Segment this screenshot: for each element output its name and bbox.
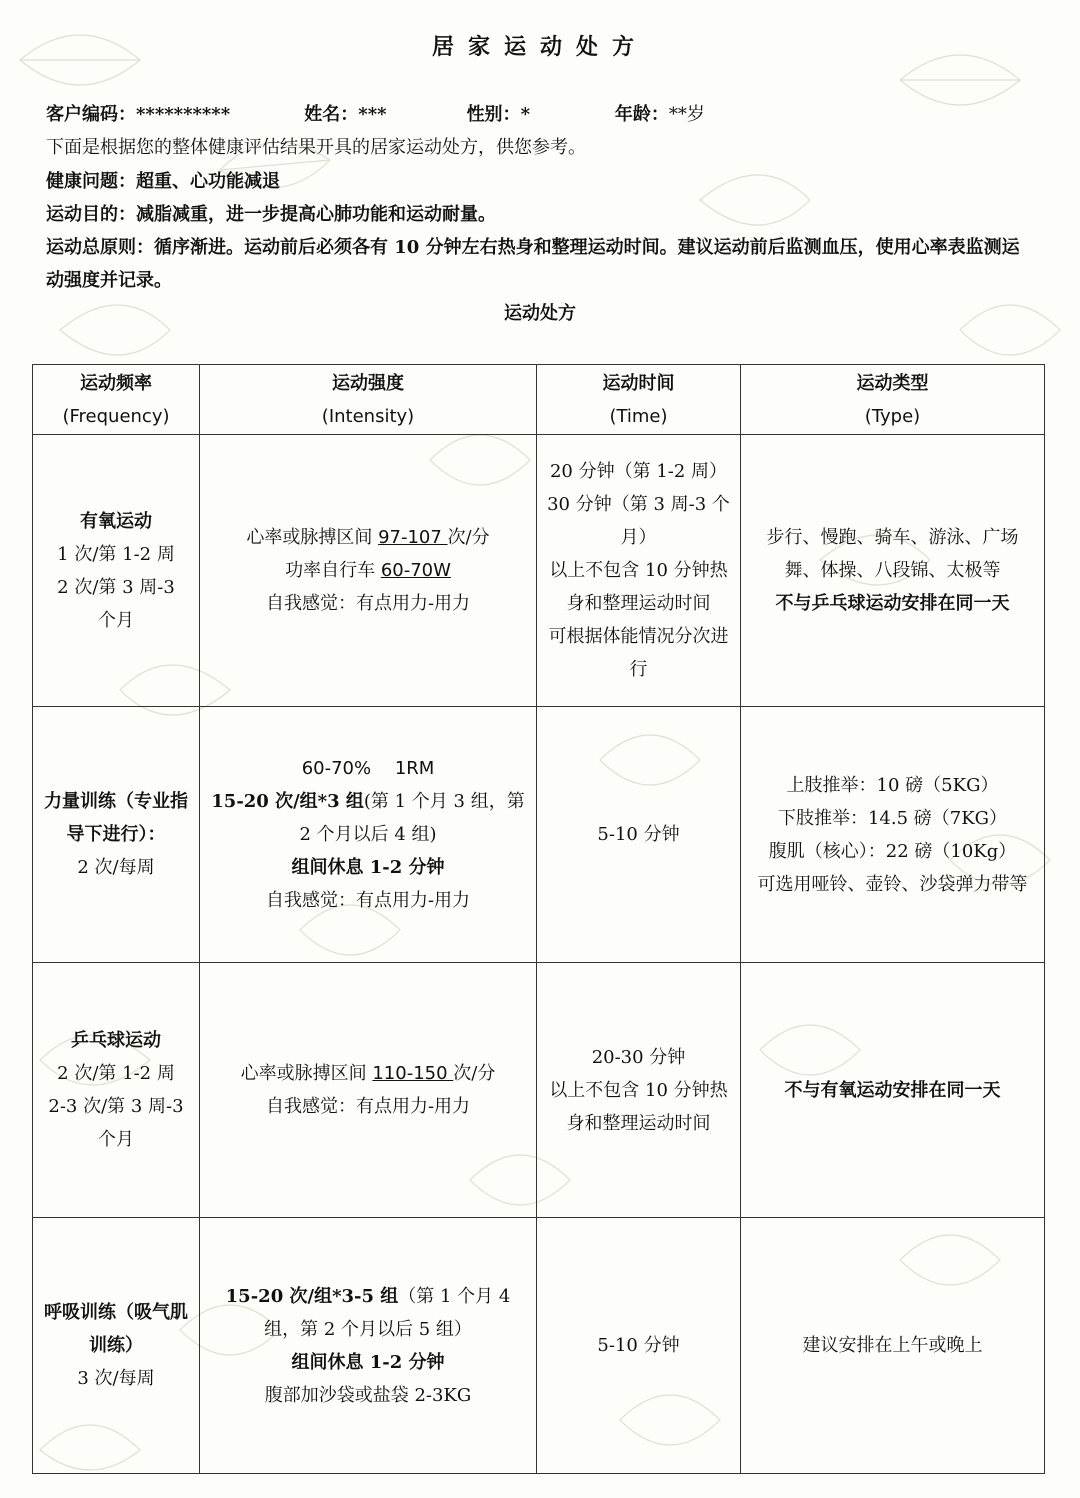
age-value: **岁	[668, 104, 705, 125]
table-row	[33, 435, 1045, 707]
client-code-label: 客户编码：	[46, 104, 136, 125]
client-info-row	[46, 98, 1036, 131]
frequency-cell: 呼吸训练（吸气肌训练） 3 次/每周	[33, 1218, 200, 1474]
prescription-table	[32, 364, 1045, 1474]
intensity-cell: 心率或脉搏区间 97-107 次/分 功率自行车 60-70W 自我感觉：有点用力-用力	[200, 435, 537, 707]
intensity-cell: 15-20 次/组*3-5 组（第 1 个月 4 组，第 2 个月以后 5 组） 组间休息 1-2 分钟 腹部加沙袋或盐袋 2-3KG	[200, 1218, 537, 1474]
table-row	[33, 707, 1045, 963]
time-cell: 20-30 分钟 以上不包含 10 分钟热身和整理运动时间	[537, 963, 741, 1218]
type-cell: 上肢推举：10 磅（5KG） 下肢推举：14.5 磅（7KG） 腹肌（核心）：22 磅（10Kg） 可选用哑铃、壶铃、沙袋弹力带等	[741, 707, 1045, 963]
intensity-cell: 60-70% 1RM 15-20 次/组*3 组(第 1 个月 3 组，第 2 个月以后 4 组) 组间休息 1-2 分钟 自我感觉：有点用力-用力	[200, 707, 537, 963]
health-issue-text: 健康问题：超重、心功能减退	[46, 171, 280, 192]
time-cell: 5-10 分钟	[537, 707, 741, 963]
table-caption: 运动处方	[504, 303, 576, 324]
frequency-cell: 有氧运动 1 次/第 1-2 周 2 次/第 3 周-3 个月	[33, 435, 200, 707]
page-title: 居家运动处方	[431, 34, 648, 60]
intensity-cell: 心率或脉搏区间 110-150 次/分 自我感觉：有点用力-用力	[200, 963, 537, 1218]
goal-text: 运动目的：减脂减重，进一步提高心肺功能和运动耐量。	[46, 204, 496, 225]
frequency-cell: 乒乓球运动 2 次/第 1-2 周 2-3 次/第 3 周-3 个月	[33, 963, 200, 1218]
header-time: 运动时间 (Time)	[537, 365, 741, 435]
type-cell: 不与有氧运动安排在同一天	[741, 963, 1045, 1218]
type-cell: 步行、慢跑、骑车、游泳、广场舞、体操、八段锦、太极等 不与乒乓球运动安排在同一天	[741, 435, 1045, 707]
frequency-cell: 力量训练（专业指导下进行）： 2 次/每周	[33, 707, 200, 963]
age-label: 年龄：	[614, 104, 669, 125]
gender-value: *	[520, 104, 530, 125]
name-value: ***	[358, 104, 387, 125]
name-label: 姓名：	[304, 104, 359, 125]
intro-text: 下面是根据您的整体健康评估结果开具的居家运动处方，供您参考。	[46, 137, 586, 158]
type-cell: 建议安排在上午或晚上	[741, 1218, 1045, 1474]
table-header-row	[33, 365, 1045, 435]
time-cell: 20 分钟（第 1-2 周） 30 分钟（第 3 周-3 个月） 以上不包含 10 分钟热身和整理运动时间 可根据体能情况分次进行	[537, 435, 741, 707]
table-row	[33, 1218, 1045, 1474]
time-cell: 5-10 分钟	[537, 1218, 741, 1474]
header-intensity: 运动强度 (Intensity)	[200, 365, 537, 435]
table-row	[33, 963, 1045, 1218]
header-frequency: 运动频率 (Frequency)	[33, 365, 200, 435]
header-type: 运动类型 (Type)	[741, 365, 1045, 435]
gender-label: 性别：	[466, 104, 521, 125]
client-code-value: **********	[136, 104, 231, 125]
principle-text: 运动总原则：循序渐进。运动前后必须各有 10 分钟左右热身和整理运动时间。建议运动前后监测血压，使用心率表监测运动强度并记录。	[46, 237, 1020, 291]
